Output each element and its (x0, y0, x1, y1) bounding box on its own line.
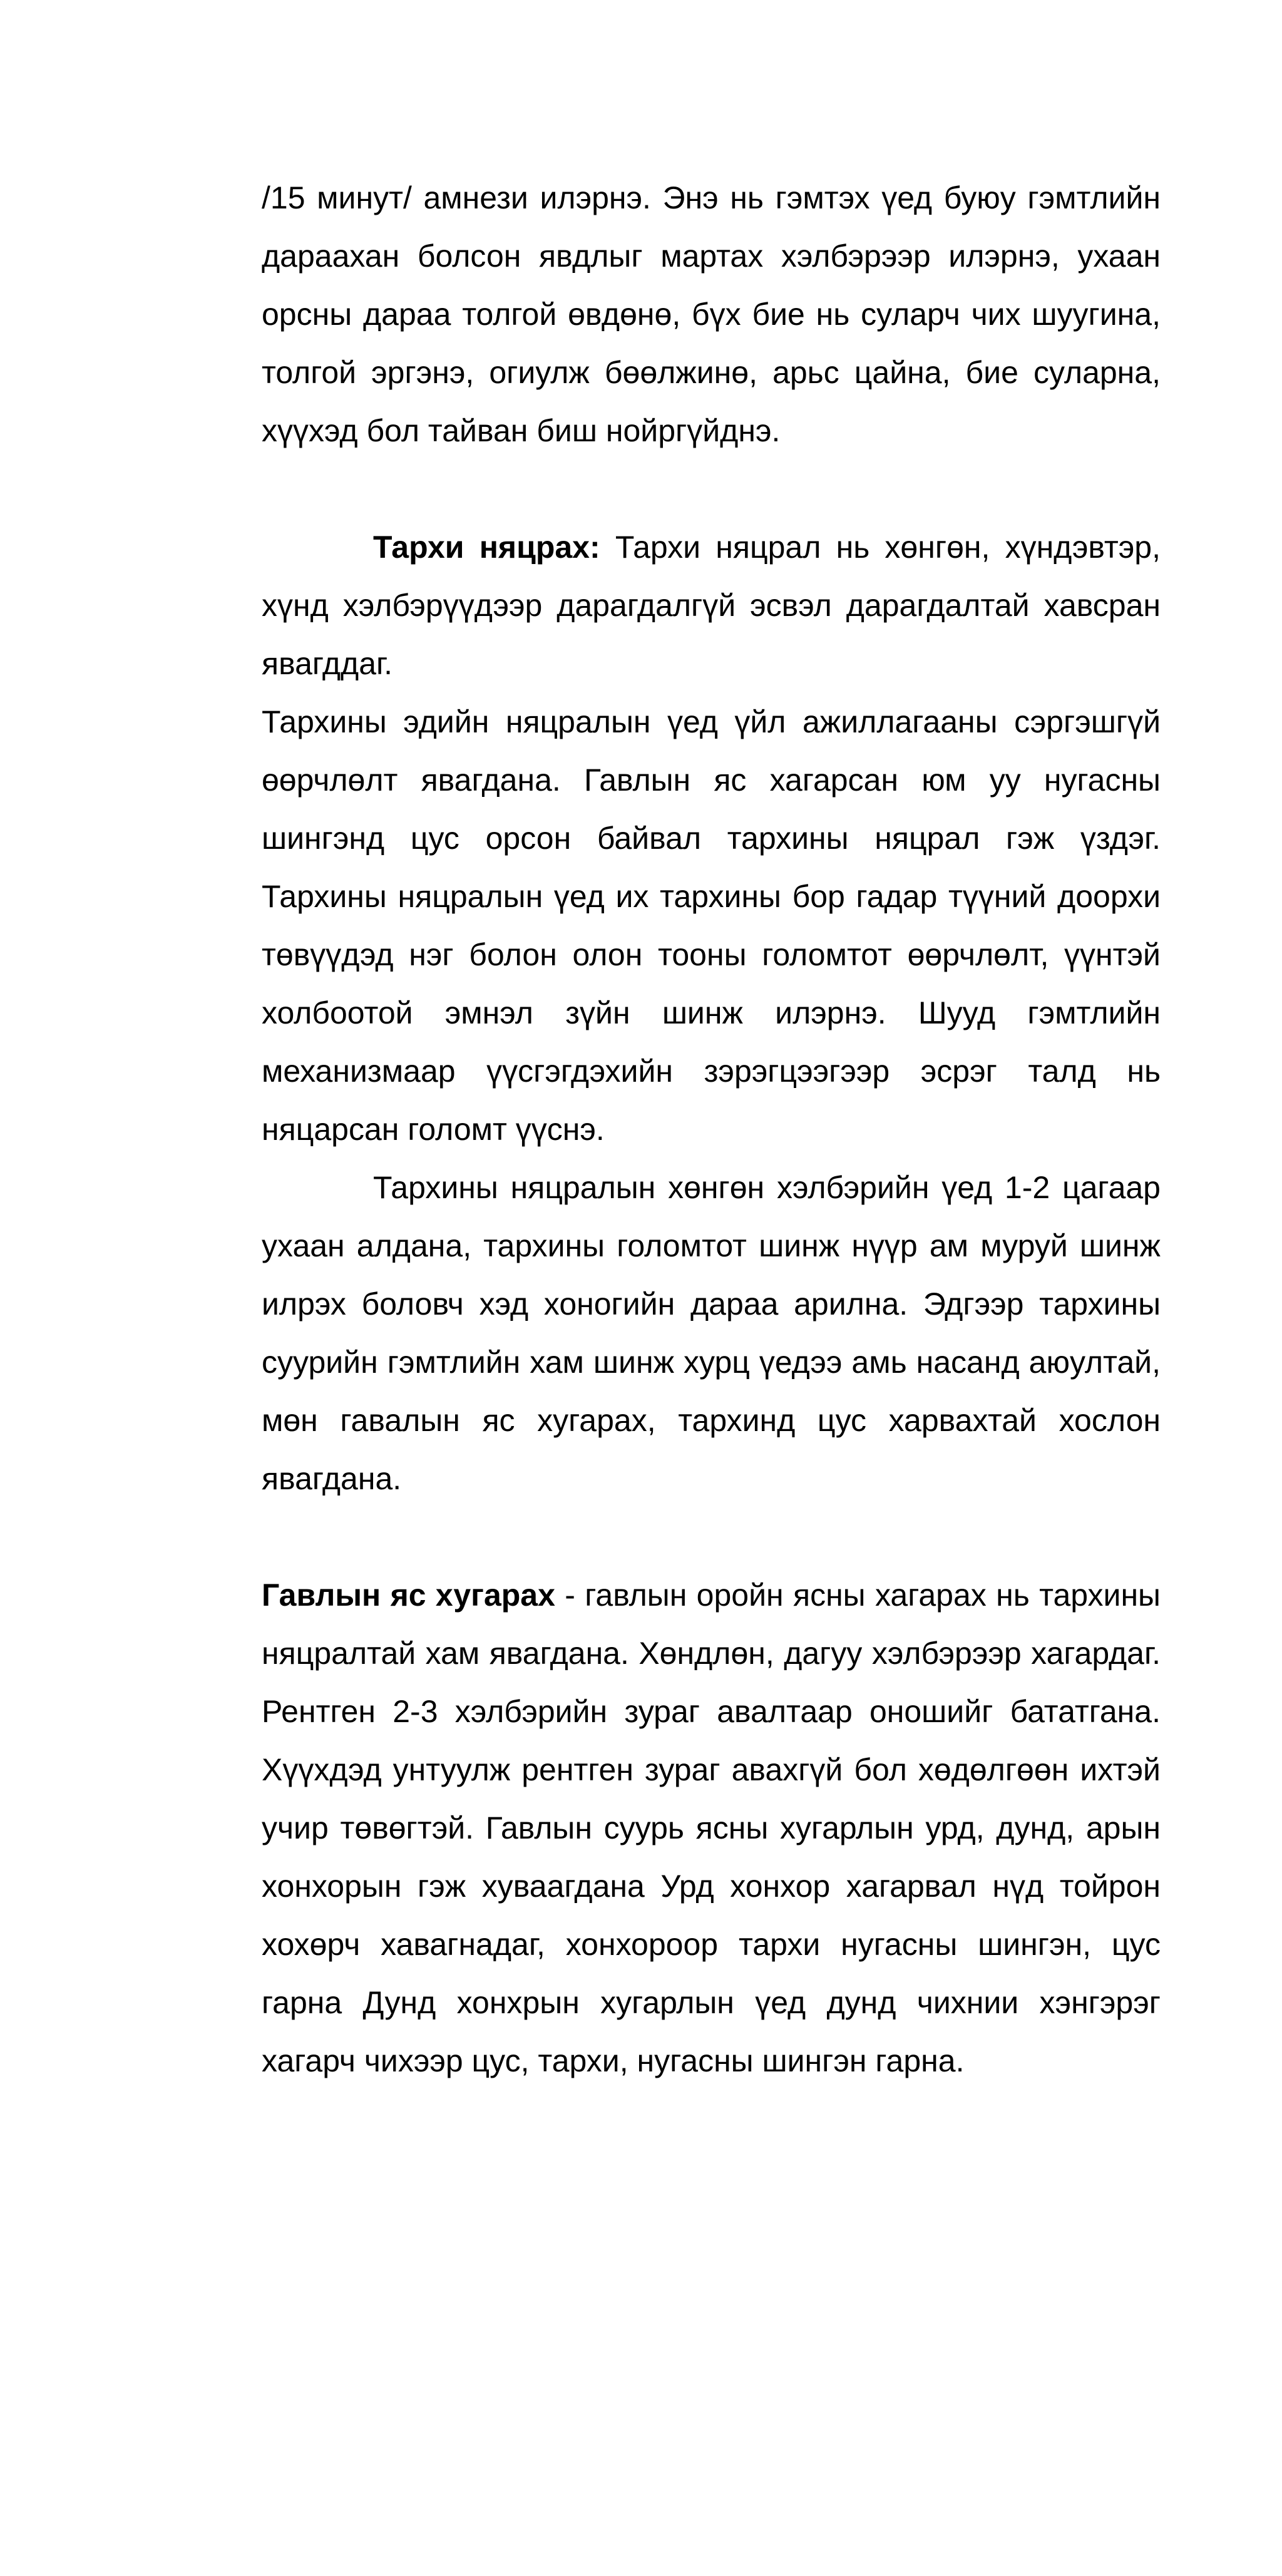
paragraph-text: Тархины эдийн няцралын үед үйл ажиллагааны сэргэшгүй өөрчлөлт явагдана. Гавлын яс хагарсан юм уу нугасны шингэнд цус орсон байвал тархины няцрал гэж үздэг. Тархины няцралын үед их тархины бор гадар түүний доорхи төвүүдэд нэг болон олон тооны голомтот өөрчлөлт, үүнтэй холбоотой эмнэл зүйн шинж илэрнэ. Шууд гэмтлийн механизмаар үүсгэгдэхийн зэрэгцээгээр эсрэг талд нь няцарсан голомт үүснэ. (262, 704, 1161, 1147)
section-heading-skull-fracture: Гавлын яс хугарах (262, 1578, 555, 1613)
paragraph-skull-fracture (262, 1566, 1161, 2090)
paragraph-text: Тархи няцрал нь хөнгөн, хүндэвтэр, хүнд хэлбэрүүдээр дарагдалгүй эсвэл дарагдалтай хавсран явагддаг. (262, 530, 1161, 681)
paragraph-text: - гавлын оройн ясны хагарах нь тархины няцралтай хам явагдана. Хөндлөн, дагуу хэлбэрээр хагардаг. Рентген 2-3 хэлбэрийн зураг авалтаар оношийг бататгана. Хүүхдэд унтуулж рентген зураг авахгүй бол хөдөлгөөн ихтэй учир төвөгтэй. Гавлын суурь ясны хугарлын урд, дунд, арын хонхорын гэж хуваагдана Урд хонхор хагарвал нүд тойрон хохөрч хавагнадаг, хонхороор тархи нугасны шингэн, цус гарна Дунд хонхрын хугарлын үед дунд чихнии хэнгэрэг хагарч чихээр цус, тархи, нугасны шингэн гарна. (262, 1578, 1161, 2078)
paragraph-text: Тархины няцралын хөнгөн хэлбэрийн үед 1-2 цагаар ухаан алдана, тархины голомтот шинж нүүр ам муруй шинж илрэх боловч хэд хоногийн дараа арилна. Эдгээр тархины суурийн гэмтлийн хам шинж хурц үедээ амь насанд аюултай, мөн гавалын яс хугарах, тархинд цус харвахтай хослон явагдана. (262, 1170, 1161, 1496)
section-heading-brain-contusion: Тархи няцрах: (373, 530, 600, 565)
paragraph-contusion-details (262, 693, 1161, 1159)
paragraph-mild-contusion (262, 1159, 1161, 1508)
paragraph-brain-contusion (262, 518, 1161, 693)
paragraph-amnesia (262, 169, 1161, 460)
document-body (262, 169, 1161, 2090)
paragraph-text: /15 минут/ амнези илэрнэ. Энэ нь гэмтэх үед буюу гэмтлийн дараахан болсон явдлыг мартах хэлбэрээр илэрнэ, ухаан орсны дараа толгой өвдөнө, бүх бие нь суларч чих шуугина, толгой эргэнэ, огиулж бөөлжинө, арьс цайна, бие суларна, хүүхэд бол тайван биш нойргүйднэ. (262, 180, 1161, 448)
